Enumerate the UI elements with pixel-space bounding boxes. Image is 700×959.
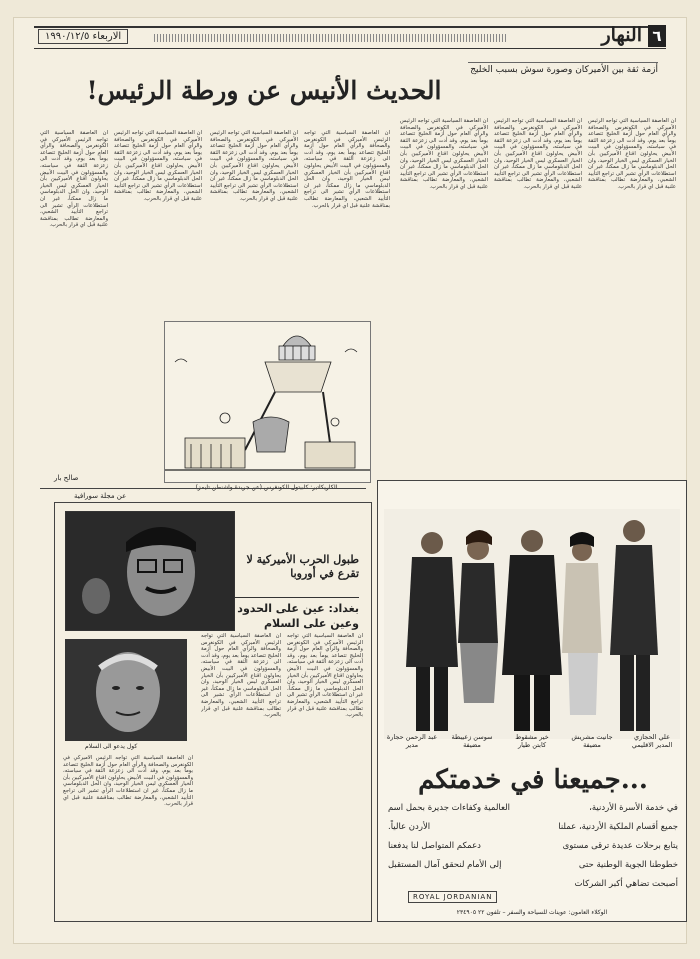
ad-line: أصبحت تضاهي أكبر الشركات xyxy=(574,879,678,889)
kicker: أزمة ثقة بين الأميركان وصورة سوش بسبب الخليج xyxy=(468,62,658,75)
crew-name-5: عبد الرحمن حجارة مدير xyxy=(386,733,438,749)
text-column-3: ان العاصفة السياسية التي تواجه الرئيس الأميركي في الكونغرس والصحافة والرأي العام حول أزمة الخليج تتصاعد يوماً بعد يوم، وقد أدت الى زعزعة الثقة في سياسته، والمسؤولون في البيت الأبيض يحاولون اقناع الأميركيين بأن الخيار العسكري ليس الخيار الوحيد، وان الحل الدبلوماسي ما زال ممكناً، غير ان استطلاعات الرأي تشير الى تراجع التأييد الشعبي، والمعارضة تطالب بمناقشة علنية قبل اي قرار بالحرب. xyxy=(400,118,488,190)
article2-column-3: ان العاصفة السياسية التي تواجه الرئيس الأميركي في الكونغرس والصحافة والرأي العام حول أزمة الخليج تتصاعد يوماً بعد يوم، وقد أدت الى زعزعة الثقة في سياسته، والمسؤولون في البيت الأبيض يحاولون اقناع الأميركيين بأن الخيار العسكري ليس الخيار الوحيد، وان الحل الدبلوماسي ما زال ممكناً، غير ان استطلاعات الرأي تشير الى تراجع التأييد الشعبي، والمعارضة تطالب بمناقشة علنية قبل اي قرار بالحرب. xyxy=(63,755,193,808)
page-number: ٦ xyxy=(648,25,666,47)
ad-line: إلى الأمام لنحقق آمال المستقبل xyxy=(388,860,502,870)
political-cartoon xyxy=(164,321,371,483)
photo-caption: كول يدعو الى السلام xyxy=(85,743,138,750)
ad-body xyxy=(388,799,678,894)
main-headline: الحديث الأنيس عن ورطة الرئيس! xyxy=(86,76,442,105)
crew-name-3: خير مشقوط كابتن طيار xyxy=(515,733,549,749)
masthead-rule xyxy=(154,34,506,42)
author-signature: صالح بار xyxy=(54,474,79,482)
article-box xyxy=(54,502,372,922)
newspaper-page xyxy=(14,18,686,943)
crew-name-1: علي الحجازي المدير الاقليمي xyxy=(631,733,673,749)
text-column-1: ان العاصفة السياسية التي تواجه الرئيس الأميركي في الكونغرس والصحافة والرأي العام حول أزمة الخليج تتصاعد يوماً بعد يوم، وقد أدت الى زعزعة الثقة في سياسته، والمسؤولون في البيت الأبيض يحاولون اقناع الأميركيين بأن الخيار العسكري ليس الخيار الوحيد، وان الحل الدبلوماسي ما زال ممكناً، غير ان استطلاعات الرأي تشير الى تراجع التأييد الشعبي، والمعارضة تطالب بمناقشة علنية قبل اي قرار بالحرب. xyxy=(588,118,676,190)
text-column-5: ان العاصفة السياسية التي تواجه الرئيس الأميركي في الكونغرس والصحافة والرأي العام حول أزمة الخليج تتصاعد يوماً بعد يوم، وقد أدت الى زعزعة الثقة في سياسته، والمسؤولون في البيت الأبيض يحاولون اقناع الأميركيين بأن الخيار العسكري ليس الخيار الوحيد، وان الحل الدبلوماسي ما زال ممكناً، غير ان استطلاعات الرأي تشير الى تراجع التأييد الشعبي، والمعارضة تطالب بمناقشة علنية قبل اي قرار بالحرب. xyxy=(210,130,298,202)
text-column-2: ان العاصفة السياسية التي تواجه الرئيس الأميركي في الكونغرس والصحافة والرأي العام حول أزمة الخليج تتصاعد يوماً بعد يوم، وقد أدت الى زعزعة الثقة في سياسته، والمسؤولون في البيت الأبيض يحاولون اقناع الأميركيين بأن الخيار العسكري ليس الخيار الوحيد، وان الحل الدبلوماسي ما زال ممكناً، غير ان استطلاعات الرأي تشير الى تراجع التأييد الشعبي، والمعارضة تطالب بمناقشة علنية قبل اي قرار بالحرب. xyxy=(494,118,582,190)
section-divider xyxy=(40,488,366,489)
crew-name-2: جانيت مشريش مضيفة xyxy=(571,733,613,749)
article-subheadline-2: بغداد: عين على الحدود وعين على السلام xyxy=(235,597,359,631)
photo-portrait-1 xyxy=(65,511,235,631)
crew-photo xyxy=(384,509,680,739)
text-column-6: ان العاصفة السياسية التي تواجه الرئيس الأميركي في الكونغرس والصحافة والرأي العام حول أزمة الخليج تتصاعد يوماً بعد يوم، وقد أدت الى زعزعة الثقة في سياسته، والمسؤولون في البيت الأبيض يحاولون اقناع الأميركيين بأن الخيار العسكري ليس الخيار الوحيد، وان الحل الدبلوماسي ما زال ممكناً، غير ان استطلاعات الرأي تشير الى تراجع التأييد الشعبي، والمعارضة تطالب بمناقشة علنية قبل اي قرار بالحرب. xyxy=(114,130,202,202)
ad-line: دعمكم المتواصل لنا يدفعنا xyxy=(388,841,481,851)
ad-line: في خدمة الأسرة الأردنية، xyxy=(589,803,678,813)
crew-name-4: سوسن زعيبطة مضيفة xyxy=(451,733,493,749)
ad-line: العالمية وكفاءات جديرة بحمل اسم xyxy=(388,803,511,813)
article-subheadline: طبول الحرب الأميركية لا تقرع في أوروبا xyxy=(246,553,359,580)
article-source: عن مجلة سورافية xyxy=(74,492,127,500)
ad-line: يتابع برحلات عديدة ترقى مستوى xyxy=(562,841,678,851)
ad-line: جميع أقسام الملكية الأردنية، عملنا xyxy=(558,822,678,832)
royal-jordanian-ad xyxy=(377,480,687,922)
ad-line: خطوطنا الجوية الوطنية حتى xyxy=(578,860,678,870)
crew-names xyxy=(384,733,680,749)
royal-jordanian-logo: ROYAL JORDANIAN xyxy=(408,891,497,903)
issue-date: الاربعاء ١٩٩٠/١٢/٥ xyxy=(38,29,128,44)
ad-footer: الوكلاء العامون: عوينات للسياحة والسفر – تلفون ٢٢ ٢٣٤٩٠٥ xyxy=(456,909,608,916)
text-column-4: ان العاصفة السياسية التي تواجه الرئيس الأميركي في الكونغرس والصحافة والرأي العام حول أزمة الخليج تتصاعد يوماً بعد يوم، وقد أدت الى زعزعة الثقة في سياسته، والمسؤولون في البيت الأبيض يحاولون اقناع الأميركيين بأن الخيار العسكري ليس الخيار الوحيد، وان الحل الدبلوماسي ما زال ممكناً، غير ان استطلاعات الرأي تشير الى تراجع التأييد الشعبي، والمعارضة تطالب بمناقشة علنية قبل اي قرار بالحرب. xyxy=(304,130,390,209)
ad-headline: ...جميعنا في خدمتكم xyxy=(418,765,648,795)
article2-column-1: ان العاصفة السياسية التي تواجه الرئيس الأميركي في الكونغرس والصحافة والرأي العام حول أزمة الخليج تتصاعد يوماً بعد يوم، وقد أدت الى زعزعة الثقة في سياسته، والمسؤولون في البيت الأبيض يحاولون اقناع الأميركيين بأن الخيار العسكري ليس الخيار الوحيد، وان الحل الدبلوماسي ما زال ممكناً، غير ان استطلاعات الرأي تشير الى تراجع التأييد الشعبي، والمعارضة تطالب بمناقشة علنية قبل اي قرار بالحرب. xyxy=(287,633,363,719)
newspaper-logo: النهار xyxy=(601,24,642,46)
article2-column-2: ان العاصفة السياسية التي تواجه الرئيس الأميركي في الكونغرس والصحافة والرأي العام حول أزمة الخليج تتصاعد يوماً بعد يوم، وقد أدت الى زعزعة الثقة في سياسته، والمسؤولون في البيت الأبيض يحاولون اقناع الأميركيين بأن الخيار العسكري ليس الخيار الوحيد، وان الحل الدبلوماسي ما زال ممكناً، غير ان استطلاعات الرأي تشير الى تراجع التأييد الشعبي، والمعارضة تطالب بمناقشة علنية قبل اي قرار بالحرب. xyxy=(201,633,281,719)
photo-portrait-2 xyxy=(65,639,187,741)
text-column-7: ان العاصفة السياسية التي تواجه الرئيس الأميركي في الكونغرس والصحافة والرأي العام حول أزمة الخليج تتصاعد يوماً بعد يوم، وقد أدت الى زعزعة الثقة في سياسته، والمسؤولون في البيت الأبيض يحاولون اقناع الأميركيين بأن الخيار العسكري ليس الخيار الوحيد، وان الحل الدبلوماسي ما زال ممكناً، غير ان استطلاعات الرأي تشير الى تراجع التأييد الشعبي، والمعارضة تطالب بمناقشة علنية قبل اي قرار بالحرب. xyxy=(40,130,108,229)
masthead xyxy=(34,26,666,49)
ad-line: الأردن عالياً. xyxy=(388,822,431,832)
